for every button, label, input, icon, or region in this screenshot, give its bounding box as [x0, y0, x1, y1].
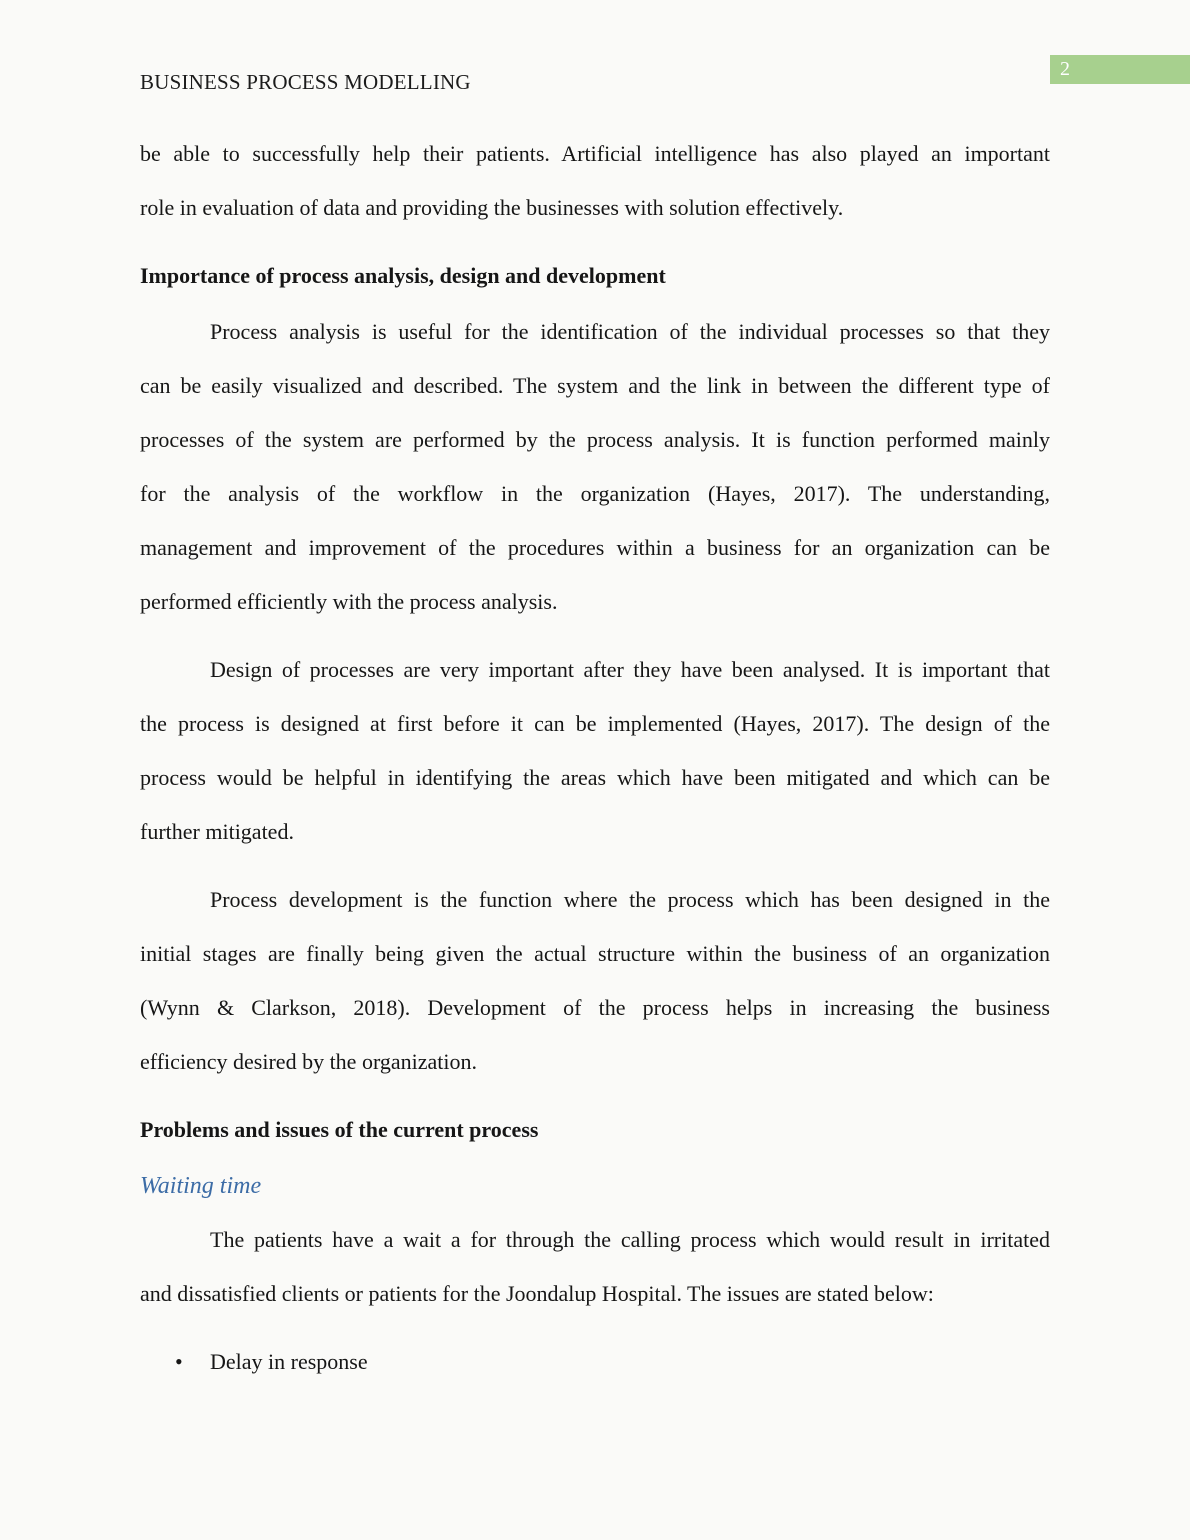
paragraph-line: Process development is the function where the process which has been designed in the: [210, 887, 1050, 912]
paragraph-line: The patients have a wait a for through the calling process which would result in irritated: [210, 1227, 1050, 1252]
paragraph-waiting: [140, 1213, 1050, 1321]
paragraph-line: the process is designed at first before it can be implemented (Hayes, 2017). The design of the: [140, 711, 1050, 736]
document-body: [140, 127, 1050, 1389]
paragraph-line: further mitigated.: [140, 819, 294, 844]
paragraph-line: be able to successfully help their patients. Artificial intelligence has also played an important: [140, 141, 1050, 166]
paragraph-line: performed efficiently with the process analysis.: [140, 589, 558, 614]
paragraph-line: efficiency desired by the organization.: [140, 1049, 478, 1074]
paragraph-line: can be easily visualized and described. The system and the link in between the different type of: [140, 373, 1050, 398]
running-header: BUSINESS PROCESS MODELLING: [140, 70, 471, 94]
paragraph-line: and dissatisfied clients or patients for the Joondalup Hospital. The issues are stated below:: [140, 1281, 934, 1306]
subsection-heading-waiting-time: Waiting time: [140, 1173, 262, 1199]
paragraph-line: (Wynn & Clarkson, 2018). Development of the process helps in increasing the business: [140, 995, 1050, 1020]
paragraph-line: processes of the system are performed by the process analysis. It is function performed mainly: [140, 427, 1050, 452]
section-heading-problems: Problems and issues of the current process: [140, 1117, 539, 1142]
paragraph-line: role in evaluation of data and providing the businesses with solution effectively.: [140, 195, 844, 220]
paragraph-process-analysis: [140, 305, 1050, 629]
list-item: [140, 1335, 1050, 1389]
paragraph-line: for the analysis of the workflow in the organization (Hayes, 2017). The understanding,: [140, 481, 1050, 506]
section-heading-importance: Importance of process analysis, design and development: [140, 263, 666, 288]
bullet-text: Delay in response: [210, 1349, 368, 1374]
paragraph-intro: [140, 127, 1050, 235]
paragraph-line: process would be helpful in identifying the areas which have been mitigated and which can be: [140, 765, 1050, 790]
paragraph-development: [140, 873, 1050, 1089]
paragraph-line: Design of processes are very important after they have been analysed. It is important that: [210, 657, 1050, 682]
paragraph-line: initial stages are finally being given the actual structure within the business of an organization: [140, 941, 1050, 966]
page-number-badge: [1050, 55, 1190, 84]
paragraph-line: Process analysis is useful for the identification of the individual processes so that they: [210, 319, 1050, 344]
page-number: 2: [1060, 58, 1070, 80]
bullet-icon: •: [175, 1349, 183, 1374]
paragraph-line: management and improvement of the procedures within a business for an organization can be: [140, 535, 1050, 560]
paragraph-design: [140, 643, 1050, 859]
